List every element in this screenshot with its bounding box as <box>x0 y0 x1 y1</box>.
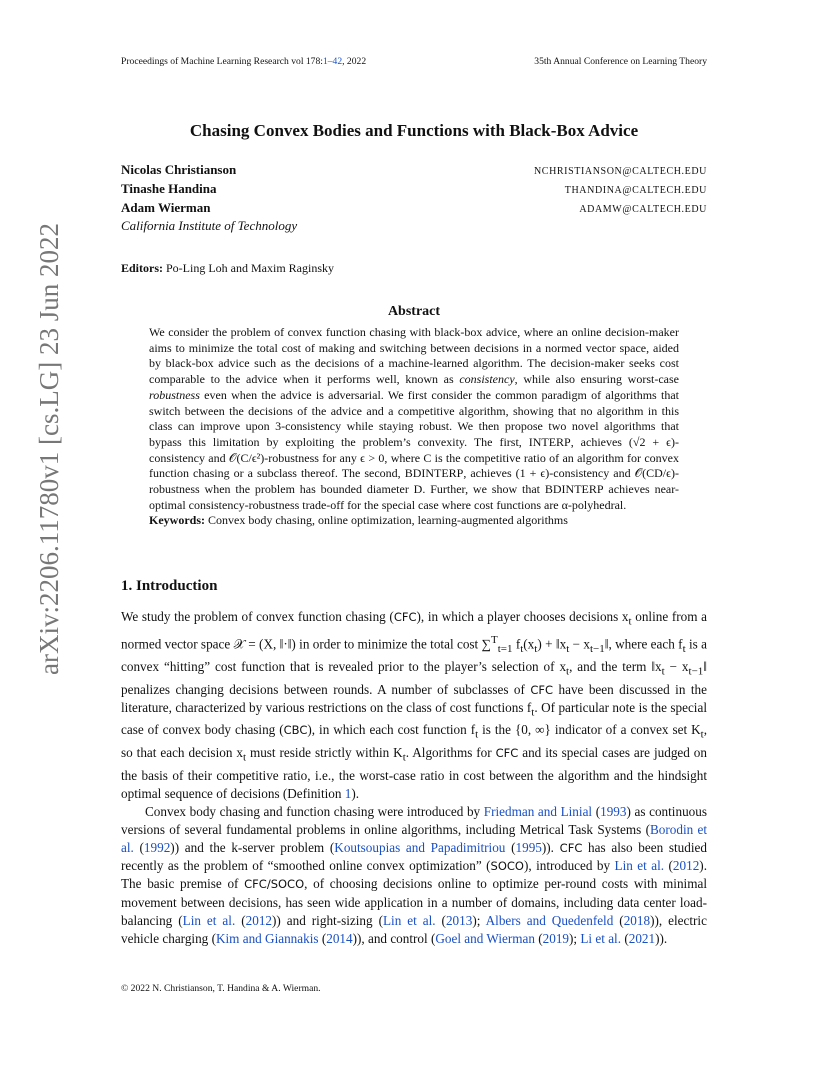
citation-link[interactable]: Kim and Giannakis <box>215 930 319 946</box>
citation-link[interactable]: Lin et al. <box>182 912 236 928</box>
citation-year-link[interactable]: 2013 <box>445 912 473 928</box>
author-name: Nicolas Christianson <box>121 162 237 177</box>
citation-year-link[interactable]: 2012 <box>245 912 272 928</box>
citation-year-link[interactable]: 2019 <box>542 930 570 946</box>
citation-link[interactable]: Borodin et al. <box>121 822 707 856</box>
intro-paragraph-2: Convex body chasing and function chasing were introduced by Friedman and Linial (1993) as continuous versions of several fundamental problems in online algorithms, including Metrical Task Systems (Borodin et al. (1992)) and the k-server problem (Koutsoupias and Papadimitriou (1995)). CFC has also been studied recently as the problem of “smoothed online convex optimization” (SOCO), introduced by Lin et al. (2012). The basic premise of CFC/SOCO, of choosing decisions online to optimize per-round costs with minimal movement between decisions, has seen wide application in a number of domains, including data center load-balancing (Lin et al. (2012)) and right-sizing (Lin et al. (2013); Albers and Quedenfeld (2018)), electric vehicle charging (Kim and Giannakis (2014)), and control (Goel and Wierman (2019); Li et al. (2021)). <box>121 804 707 946</box>
section-heading: 1. Introduction <box>121 578 218 594</box>
citation-link[interactable]: Koutsoupias and Papadimitriou <box>334 840 506 856</box>
author-emails <box>534 163 707 219</box>
definition-link[interactable]: 1 <box>344 785 352 801</box>
copyright-footer: © 2022 N. Christianson, T. Handina & A. Wierman. <box>121 983 321 994</box>
author-list <box>121 161 297 236</box>
intro-paragraph-1: We study the problem of convex function chasing (CFC), in which a player chooses decisions $x_t$ online from a normed vector space 𝒳 = (X, ‖·‖) in order to minimize the total cost ∑$^T_{t=1}$ $f_t(x_t)$ + $‖x_t$ − $x_{t-1}‖$, where each $f_t$ is a convex “hitting” cost function that is revealed prior to the player’s selection of $x_t$, and the term $‖x_t$ − $x_{t-1}‖$ penalizes changing decisions between rounds. A number of subclasses of CFC have been discussed in the literature, characterized by various restrictions on the class of cost functions $f_t$. Of particular note is the special case of convex body chasing (CBC), in which each cost function $f_t$ is the {0, ∞} indicator of a convex set $K_t$, so that each decision $x_t$ must reside strictly within $K_t$. Algorithms for CFC and its special cases are judged on the basis of their competitive ratio, i.e., the worst-case ratio in cost between the algorithm and the hindsight optimal sequence of decisions (Definition 1). <box>121 609 707 801</box>
citation-year-link[interactable]: 2021 <box>628 930 656 946</box>
introduction-body <box>121 608 707 948</box>
citation-link[interactable]: Goel and Wierman <box>435 930 535 946</box>
running-header-venue: Proceedings of Machine Learning Research vol 178:1–42, 2022 <box>121 56 367 67</box>
author-name: Adam Wierman <box>121 199 211 215</box>
author-email: THANDINA@CALTECH.EDU <box>564 184 707 196</box>
citation-year-link[interactable]: 2018 <box>623 912 651 928</box>
citation-year-link[interactable]: 1995 <box>515 840 542 856</box>
abstract-heading: Abstract <box>387 304 441 319</box>
citation-link[interactable]: Albers and Quedenfeld <box>485 912 614 928</box>
citation-link[interactable]: Lin et al. <box>614 858 665 874</box>
citation-year-link[interactable]: 2014 <box>326 930 353 946</box>
running-header-conference: 35th Annual Conference on Learning Theory <box>534 56 707 67</box>
citation-link[interactable]: Friedman and Linial <box>483 804 593 820</box>
page-range-link[interactable]: 1–42 <box>322 56 343 67</box>
citation-year-link[interactable]: 1992 <box>143 840 171 856</box>
citation-link[interactable]: Lin et al. <box>382 912 436 928</box>
author-email: ADAMW@CALTECH.EDU <box>579 203 707 215</box>
editors-line: Editors: Po-Ling Loh and Maxim Raginsky <box>121 261 334 275</box>
citation-link[interactable]: Li et al. <box>580 930 622 946</box>
affiliation: California Institute of Technology <box>121 218 298 234</box>
abstract-text: We consider the problem of convex function chasing with black-box advice, where an online decision-maker aims to minimize the total cost of making and switching between decisions in a normed vector space, aided by black-box advice such as the decisions of a machine-learned algorithm. The decision-maker seeks cost comparable to the advice when it performs well, known as consistency, while also ensuring worst-case robustness even when the advice is adversarial. We first consider the common paradigm of algorithms that switch between the decisions of the advice and a competitive algorithm, showing that no algorithm in this class can improve upon 3-consistency while staying robust. We then propose two novel algorithms that bypass this limitation by exploiting the problem’s convexity. The first, INTERP, achieves (√2 + ϵ)-consistency and 𝒪(C/ϵ²)-robustness for any ϵ > 0, where C is the competitive ratio of an algorithm for convex function chasing or a subclass thereof. The second, BDINTERP, achieves (1 + ϵ)-consistency and 𝒪(CD/ϵ)-robustness when the problem has bounded diameter D. Further, we show that BDINTERP achieves near-optimal consistency-robustness trade-off for the special case where cost functions are α-polyhedral. <box>149 325 679 512</box>
citation-year-link[interactable]: 2012 <box>672 858 700 874</box>
author-email: NCHRISTIANSON@CALTECH.EDU <box>533 166 707 177</box>
abstract-body <box>149 325 679 529</box>
keywords-line: Keywords: Convex body chasing, online optimization, learning-augmented algorithms <box>149 513 568 528</box>
paper-title: Chasing Convex Bodies and Functions with Black-Box Advice <box>189 121 639 140</box>
citation-year-link[interactable]: 1993 <box>600 804 627 820</box>
arxiv-stamp: arXiv:2206.11780v1 [cs.LG] 23 Jun 2022 <box>34 223 64 675</box>
author-name: Tinashe Handina <box>121 180 217 196</box>
